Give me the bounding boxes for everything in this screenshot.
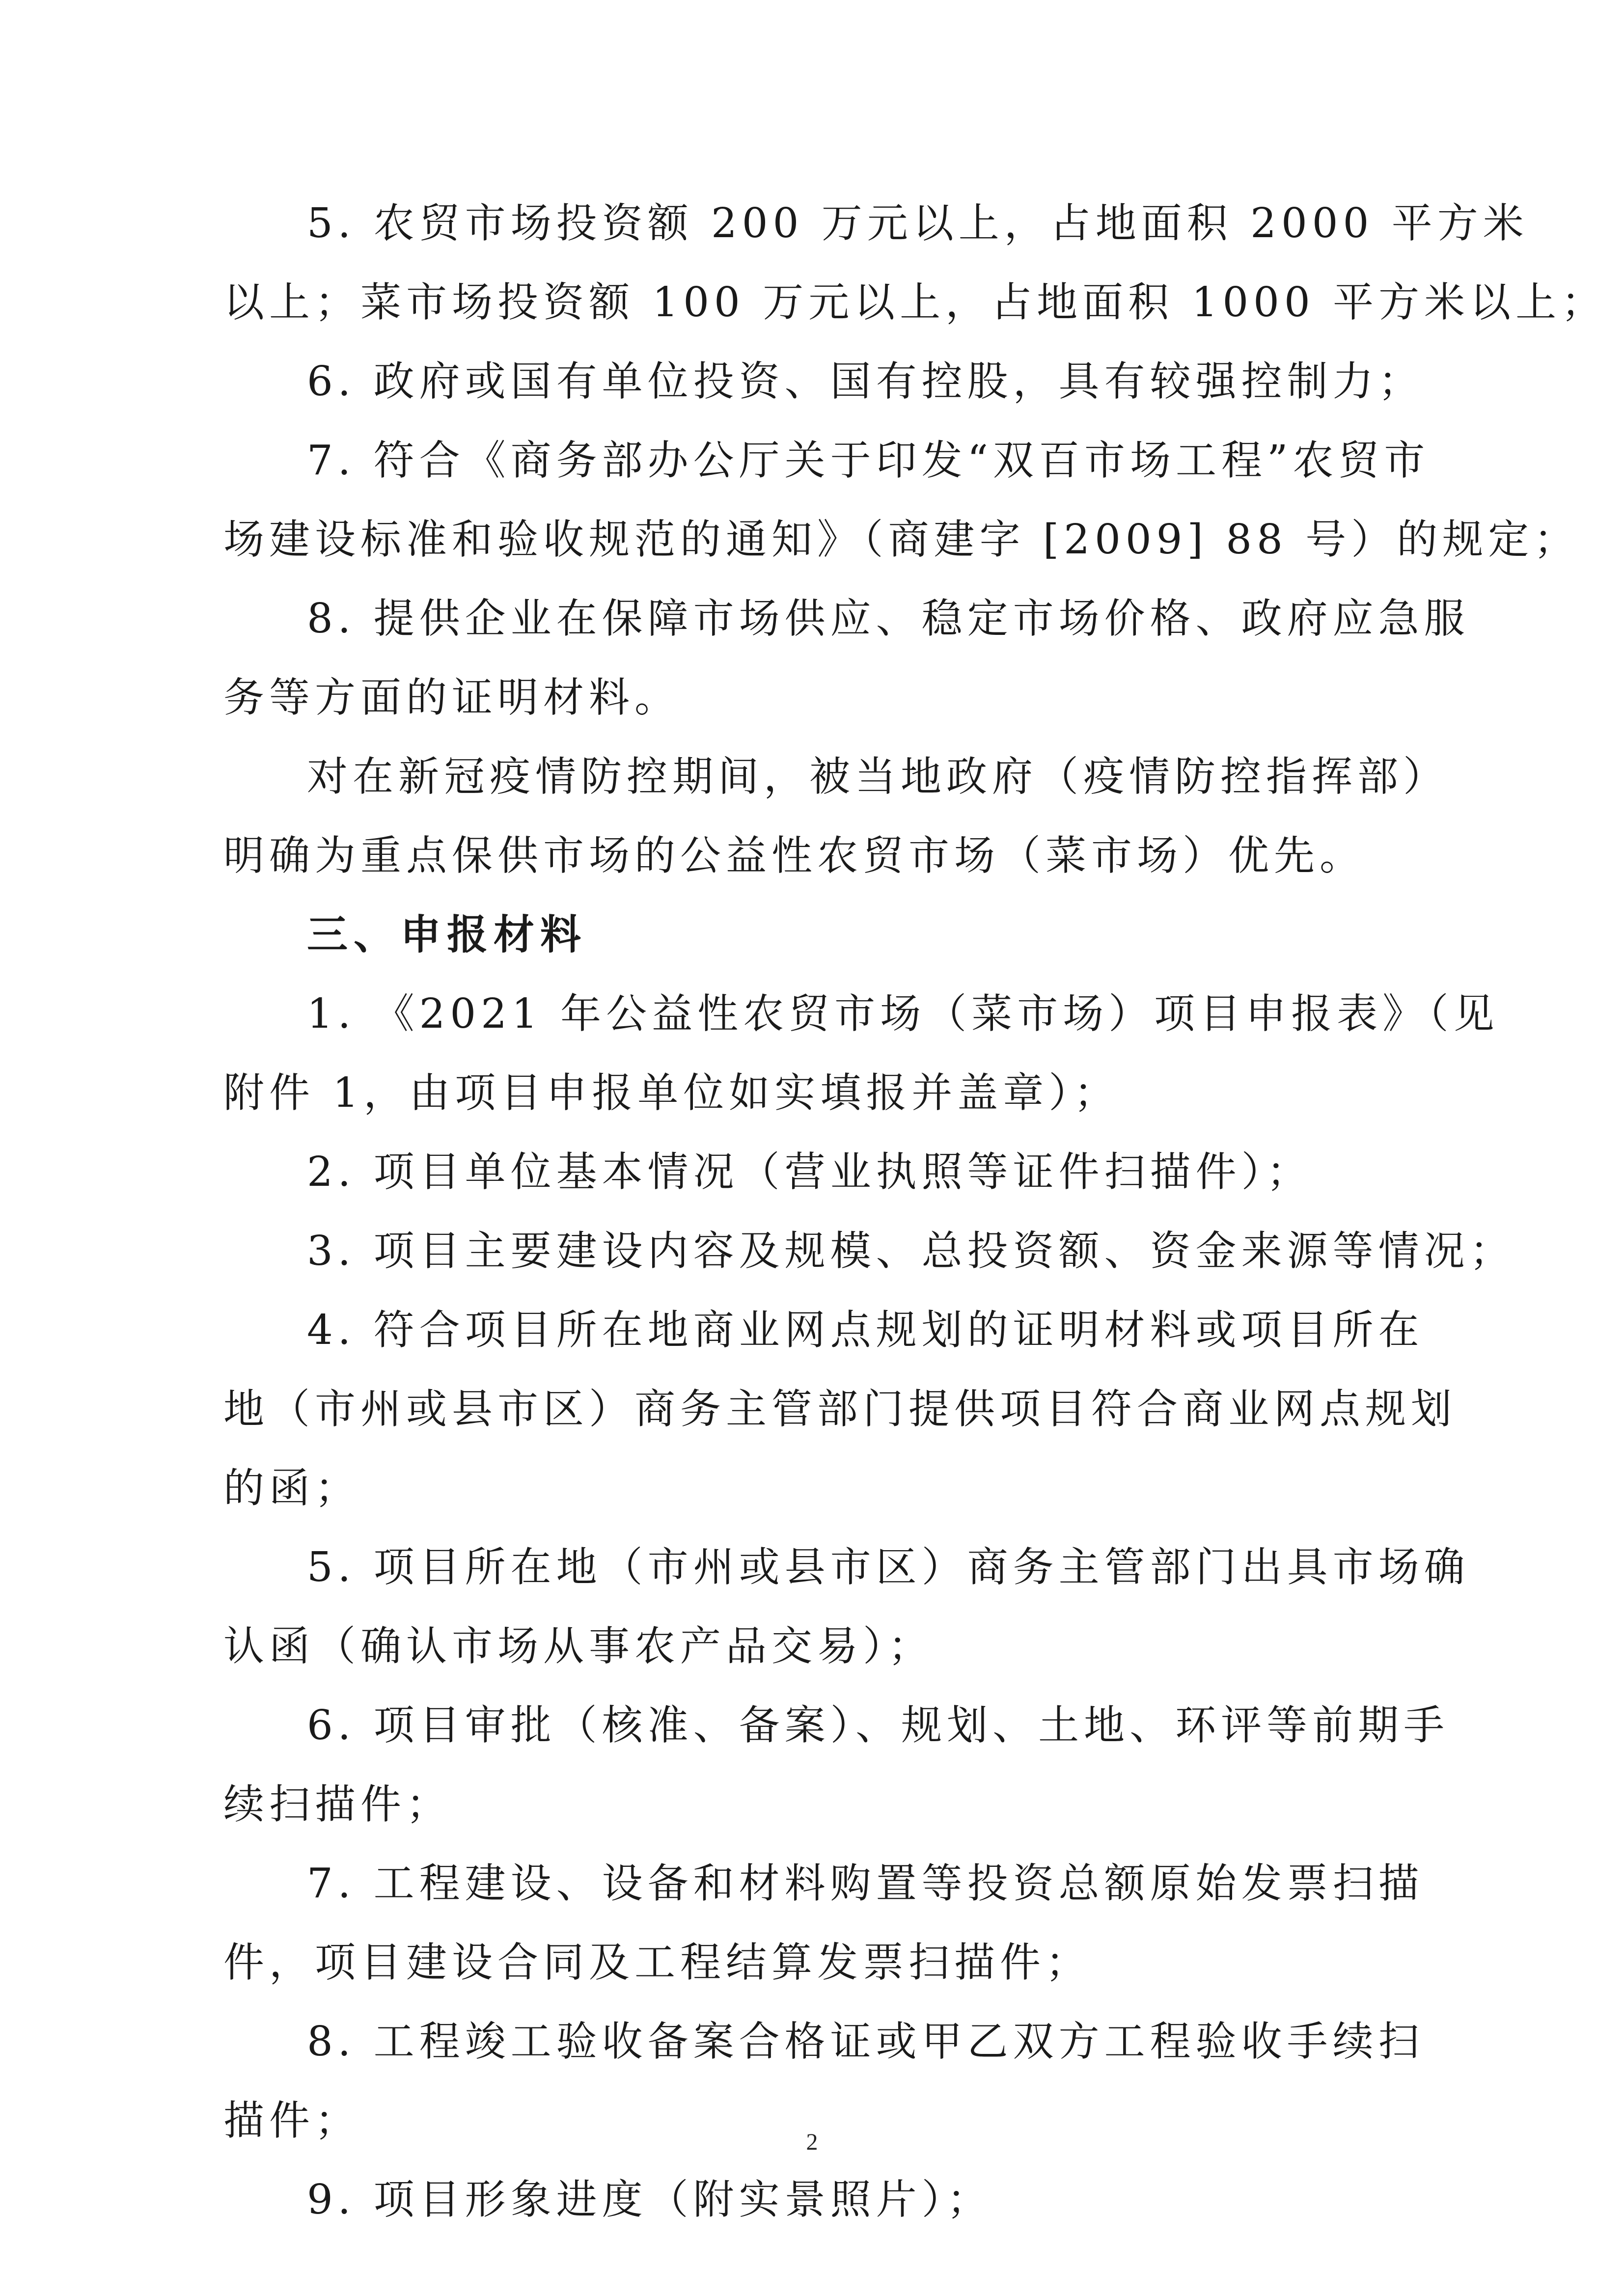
text-line: 明确为重点保供市场的公益性农贸市场（菜市场）优先。: [223, 832, 1365, 879]
text-line: 8. 提供企业在保障市场供应、稳定市场价格、政府应急服: [307, 595, 1470, 642]
text-line: 4. 符合项目所在地商业网点规划的证明材料或项目所在: [307, 1306, 1424, 1354]
text-line: 场建设标准和验收规范的通知》（商建字 [2009] 88 号）的规定；: [223, 516, 1580, 563]
text-line: 地（市州或县市区）商务主管部门提供项目符合商业网点规划: [223, 1385, 1457, 1433]
section-heading: 三、申报材料: [307, 911, 587, 958]
text-line: 附件 1，由项目申报单位如实填报并盖章）；: [223, 1069, 1120, 1117]
text-line: 务等方面的证明材料。: [223, 674, 680, 721]
text-line: 5. 农贸市场投资额 200 万元以上，占地面积 2000 平方米: [307, 199, 1529, 247]
text-line: 描件；: [223, 2097, 360, 2144]
text-line: 6. 政府或国有单位投资、国有控股，具有较强控制力；: [307, 357, 1424, 405]
text-line: 6. 项目审批（核准、备案）、规划、土地、环评等前期手: [307, 1701, 1450, 1749]
text-line: 2. 项目单位基本情况（营业执照等证件扫描件）；: [307, 1148, 1313, 1196]
text-line: 7. 符合《商务部办公厅关于印发“双百市场工程”农贸市: [307, 437, 1430, 484]
text-line: 8. 工程竣工验收备案合格证或甲乙双方工程验收手续扫: [307, 2018, 1424, 2065]
text-line: 续扫描件；: [223, 1780, 452, 1828]
text-line: 3. 项目主要建设内容及规模、总投资额、资金来源等情况；: [307, 1227, 1515, 1275]
text-line: 9. 项目形象进度（附实景照片）；: [307, 2176, 993, 2223]
text-line: 对在新冠疫情防控期间，被当地政府（疫情防控指挥部）: [307, 753, 1449, 800]
text-line: 5. 项目所在地（市州或县市区）商务主管部门出具市场确: [307, 1543, 1470, 1591]
text-line: 的函；: [223, 1464, 360, 1512]
text-line: 7. 工程建设、设备和材料购置等投资总额原始发票扫描: [307, 1859, 1424, 1907]
text-line: 1. 《2021 年公益性农贸市场（菜市场）项目申报表》（见: [307, 990, 1499, 1038]
text-line: 认函（确认市场从事农产品交易）；: [223, 1622, 934, 1670]
text-line: 件，项目建设合同及工程结算发票扫描件；: [223, 1939, 1091, 1986]
text-line: 以上；菜市场投资额 100 万元以上，占地面积 1000 平方米以上；: [223, 278, 1607, 326]
page-number: 2: [806, 2129, 818, 2155]
